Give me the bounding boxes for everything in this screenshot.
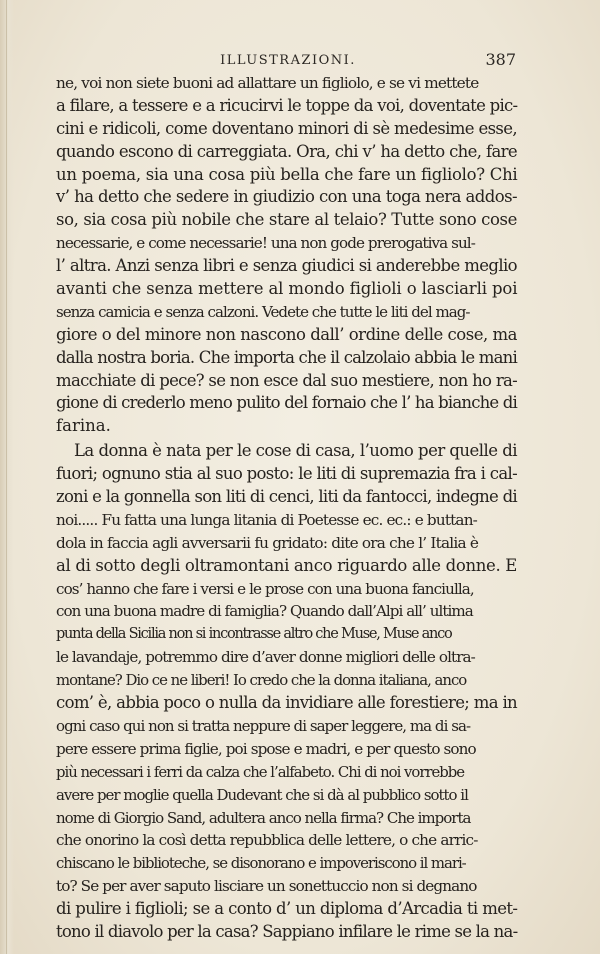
text-line: so, sia cosa più nobile che stare al telaio? Tutte sono cose [56, 210, 517, 230]
running-title: ILLUSTRAZIONI. [220, 53, 356, 68]
text-line: pere essere prima figlie, poi spose e madri, e per questo sono [56, 739, 476, 758]
paragraph-2 [56, 440, 517, 944]
text-line: farina. [56, 416, 111, 436]
text-line: giore o del minore non nascono dall’ ordine delle cose, ma [56, 324, 517, 344]
text-line: ne, voi non siete buoni ad allattare un figliolo, e se vi mettete [56, 74, 479, 92]
text-line: montane? Dio ce ne liberi! Io credo che la donna italiana, anco [56, 671, 467, 690]
text-line: che onorino la così detta repubblica delle lettere, o che arric- [56, 831, 478, 850]
text-line: punta della Sicilia non si incontrasse altro che Muse, Muse anco [56, 626, 452, 643]
text-line: com’ è, abbia poco o nulla da invidiare alle forestiere; ma in [56, 693, 517, 713]
paragraph-1 [56, 72, 517, 438]
text-line: ogni caso qui non si tratta neppure di saper leggere, ma di sa- [56, 716, 471, 735]
text-line: al di sotto degli oltramontani anco riguardo alle donne. E [56, 555, 517, 575]
running-header [60, 48, 516, 74]
text-line: fuori; ognuno stia al suo posto: le liti di supremazia fra i cal- [56, 464, 517, 484]
text-line: un poema, sia una cosa più bella che fare un figliolo? Chi [56, 164, 518, 184]
text-line: più necessari i ferri da calza che l’alfabeto. Chi di noi vorrebbe [56, 762, 464, 781]
text-line: dalla nostra boria. Che importa che il calzolaio abbia le mani [56, 347, 517, 367]
text-line: avere per moglie quella Dudevant che si dà al pubblico sotto il [56, 785, 468, 804]
text-line: zoni e la gonnella son liti di cenci, liti da fantocci, indegne di [56, 487, 517, 507]
text-line: con una buona madre di famiglia? Quando dall’Alpi all’ ultima [56, 602, 473, 621]
text-line: chiscano le biblioteche, se disonorano e impoveriscono il mari- [56, 854, 466, 873]
text-line: v’ ha detto che sedere in giudizio con una toga nera addos- [56, 187, 517, 207]
text-line: cos’ hanno che fare i versi e le prose con una buona fanciulla, [56, 579, 474, 598]
text-line: necessarie, e come necessarie! una non gode prerogativa sul- [56, 234, 475, 253]
text-line: di pulire i figlioli; se a conto d’ un diploma d’Arcadia ti met- [56, 899, 518, 919]
text-line: quando escono di carreggiata. Ora, chi v’ ha detto che, fare [56, 141, 518, 161]
text-line: avanti che senza mettere al mondo figlioli o lasciarli poi [56, 279, 518, 299]
binding-shadow [0, 0, 14, 954]
text-line: le lavandaje, potremmo dire d’aver donne migliori delle oltra- [56, 648, 475, 667]
text-line: nome di Giorgio Sand, adultera anco nella firma? Che importa [56, 808, 471, 827]
text-line: dola in faccia agli avversarii fu gridato: dite ora che l’ Italia è [56, 533, 479, 552]
text-line: noi..... Fu fatta una lunga litania di Poetesse ec. ec.: e buttan- [56, 510, 477, 529]
text-line: senza camicia e senza calzoni. Vedete che tutte le liti del mag- [56, 302, 470, 321]
text-line: to? Se per aver saputo lisciare un sonettuccio non si degnano [56, 877, 477, 896]
text-line: La donna è nata per le cose di casa, l’uomo per quelle di [74, 441, 517, 461]
text-line: gione di crederlo meno pulito del fornaio che l’ ha bianche di [56, 393, 517, 413]
page-edge-line [6, 0, 7, 954]
page-number: 387 [485, 50, 516, 69]
text-line: l’ altra. Anzi senza libri e senza giudici si anderebbe meglio [56, 256, 517, 276]
text-line: cini e ridicoli, come doventano minori di sè medesime esse, [56, 118, 517, 138]
body-text [56, 72, 517, 944]
text-line: macchiate di pece? se non esce dal suo mestiere, non ho ra- [56, 370, 517, 390]
text-line: tono il diavolo per la casa? Sappiano infilare le rime se la na- [56, 921, 518, 941]
text-line: a filare, a tessere e a ricucirvi le toppe da voi, doventate pic- [56, 95, 518, 115]
